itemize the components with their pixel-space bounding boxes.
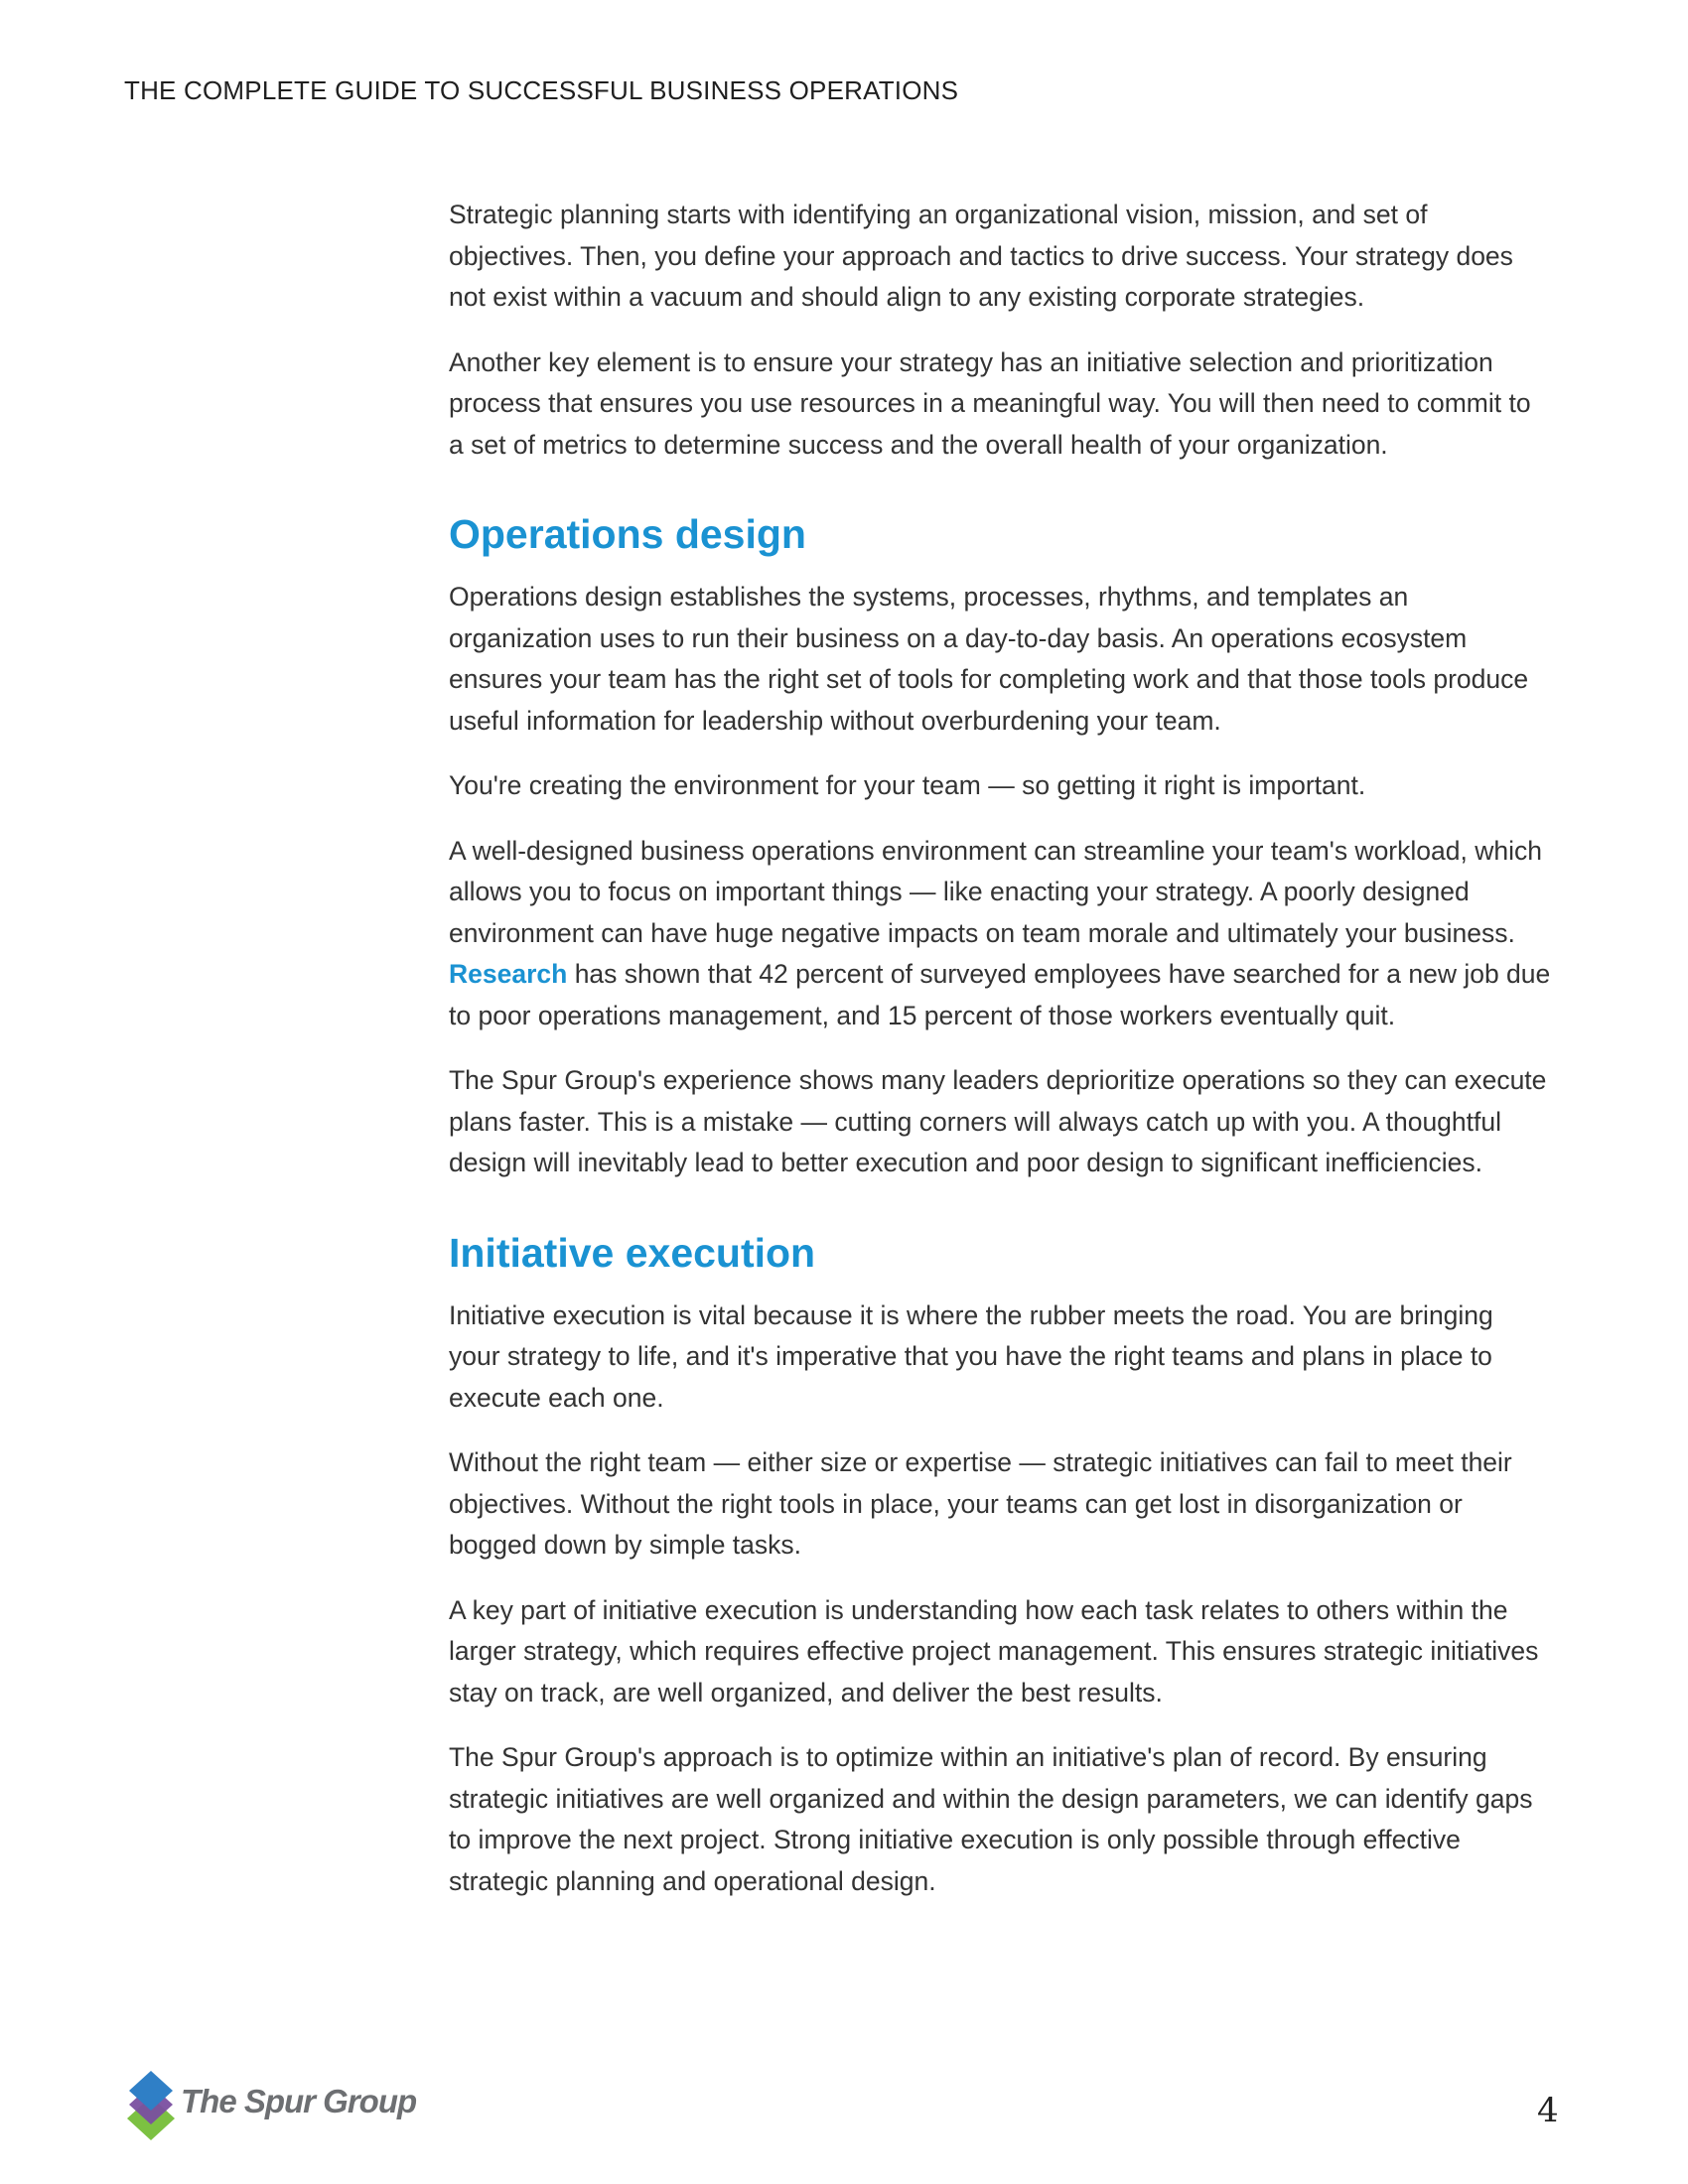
intro-paragraph-1: Strategic planning starts with identifying an organizational vision, mission, and set of objectives. Then, you define your approach and tactics to drive success. Your strategy does not exist within a vacuum and should align to any existing corporate strategies.	[449, 200, 1513, 312]
operations-paragraph-1: Operations design establishes the systems, processes, rhythms, and templates an organization uses to run their business on a day-to-day basis. An operations ecosystem ensures your team has the right set of tools for completing work and that those tools produce useful information for leadership without overburdening your team.	[449, 582, 1529, 736]
initiative-paragraph-2: Without the right team — either size or expertise — strategic initiatives can fail to meet their objectives. Without the right tools in place, your teams can get lost in disorganization or bogged down by simple tasks.	[449, 1447, 1512, 1560]
document-body	[449, 195, 1551, 1926]
operations-research-paragraph	[449, 831, 1551, 1037]
research-paragraph-after: has shown that 42 percent of surveyed employees have searched for a new job due to poor operations management, and 15 percent of those workers eventually quit.	[449, 959, 1551, 1030]
research-link[interactable]: Research	[449, 959, 568, 989]
spur-group-logo	[123, 2065, 421, 2146]
spur-group-logo-icon	[123, 2065, 179, 2146]
page-number: 4	[1537, 2091, 1559, 2130]
section-heading-operations-design: Operations design	[449, 511, 806, 557]
operations-paragraph-closing: The Spur Group's experience shows many leaders deprioritize operations so they can execute plans faster. This is a mistake — cutting corners will always catch up with you. A thoughtful design will inevitably lead to better execution and poor design to significant inefficiencies.	[449, 1065, 1547, 1177]
running-header: THE COMPLETE GUIDE TO SUCCESSFUL BUSINESS OPERATIONS	[124, 75, 959, 105]
operations-paragraph-2: You're creating the environment for your team — so getting it right is important.	[449, 770, 1366, 800]
research-paragraph-before: A well-designed business operations environment can streamline your team's workload, which allows you to focus on important things — like enacting your strategy. A poorly designed environment can have huge negative impacts on team morale and ultimately your business.	[449, 835, 1542, 948]
section-heading-initiative-execution: Initiative execution	[449, 1229, 816, 1276]
initiative-paragraph-4: The Spur Group's approach is to optimize within an initiative's plan of record. By ensuring strategic initiatives are well organized and within the design parameters, we can identify gaps to improve the next project. Strong initiative execution is only possible through effective strategic planning and operational design.	[449, 1742, 1533, 1896]
initiative-paragraph-1: Initiative execution is vital because it is where the rubber meets the road. You are bringing your strategy to life, and it's imperative that you have the right teams and plans in place to execute each one.	[449, 1299, 1493, 1413]
initiative-paragraph-3: A key part of initiative execution is understanding how each task relates to others within the larger strategy, which requires effective project management. This ensures strategic initiatives stay on track, are well organized, and deliver the best results.	[449, 1594, 1539, 1707]
intro-paragraph-2: Another key element is to ensure your strategy has an initiative selection and prioritization process that ensures you use resources in a meaningful way. You will then need to commit to a set of metrics to determine success and the overall health of your organization.	[449, 346, 1531, 460]
logo-wordmark: The Spur Group	[181, 2083, 417, 2119]
